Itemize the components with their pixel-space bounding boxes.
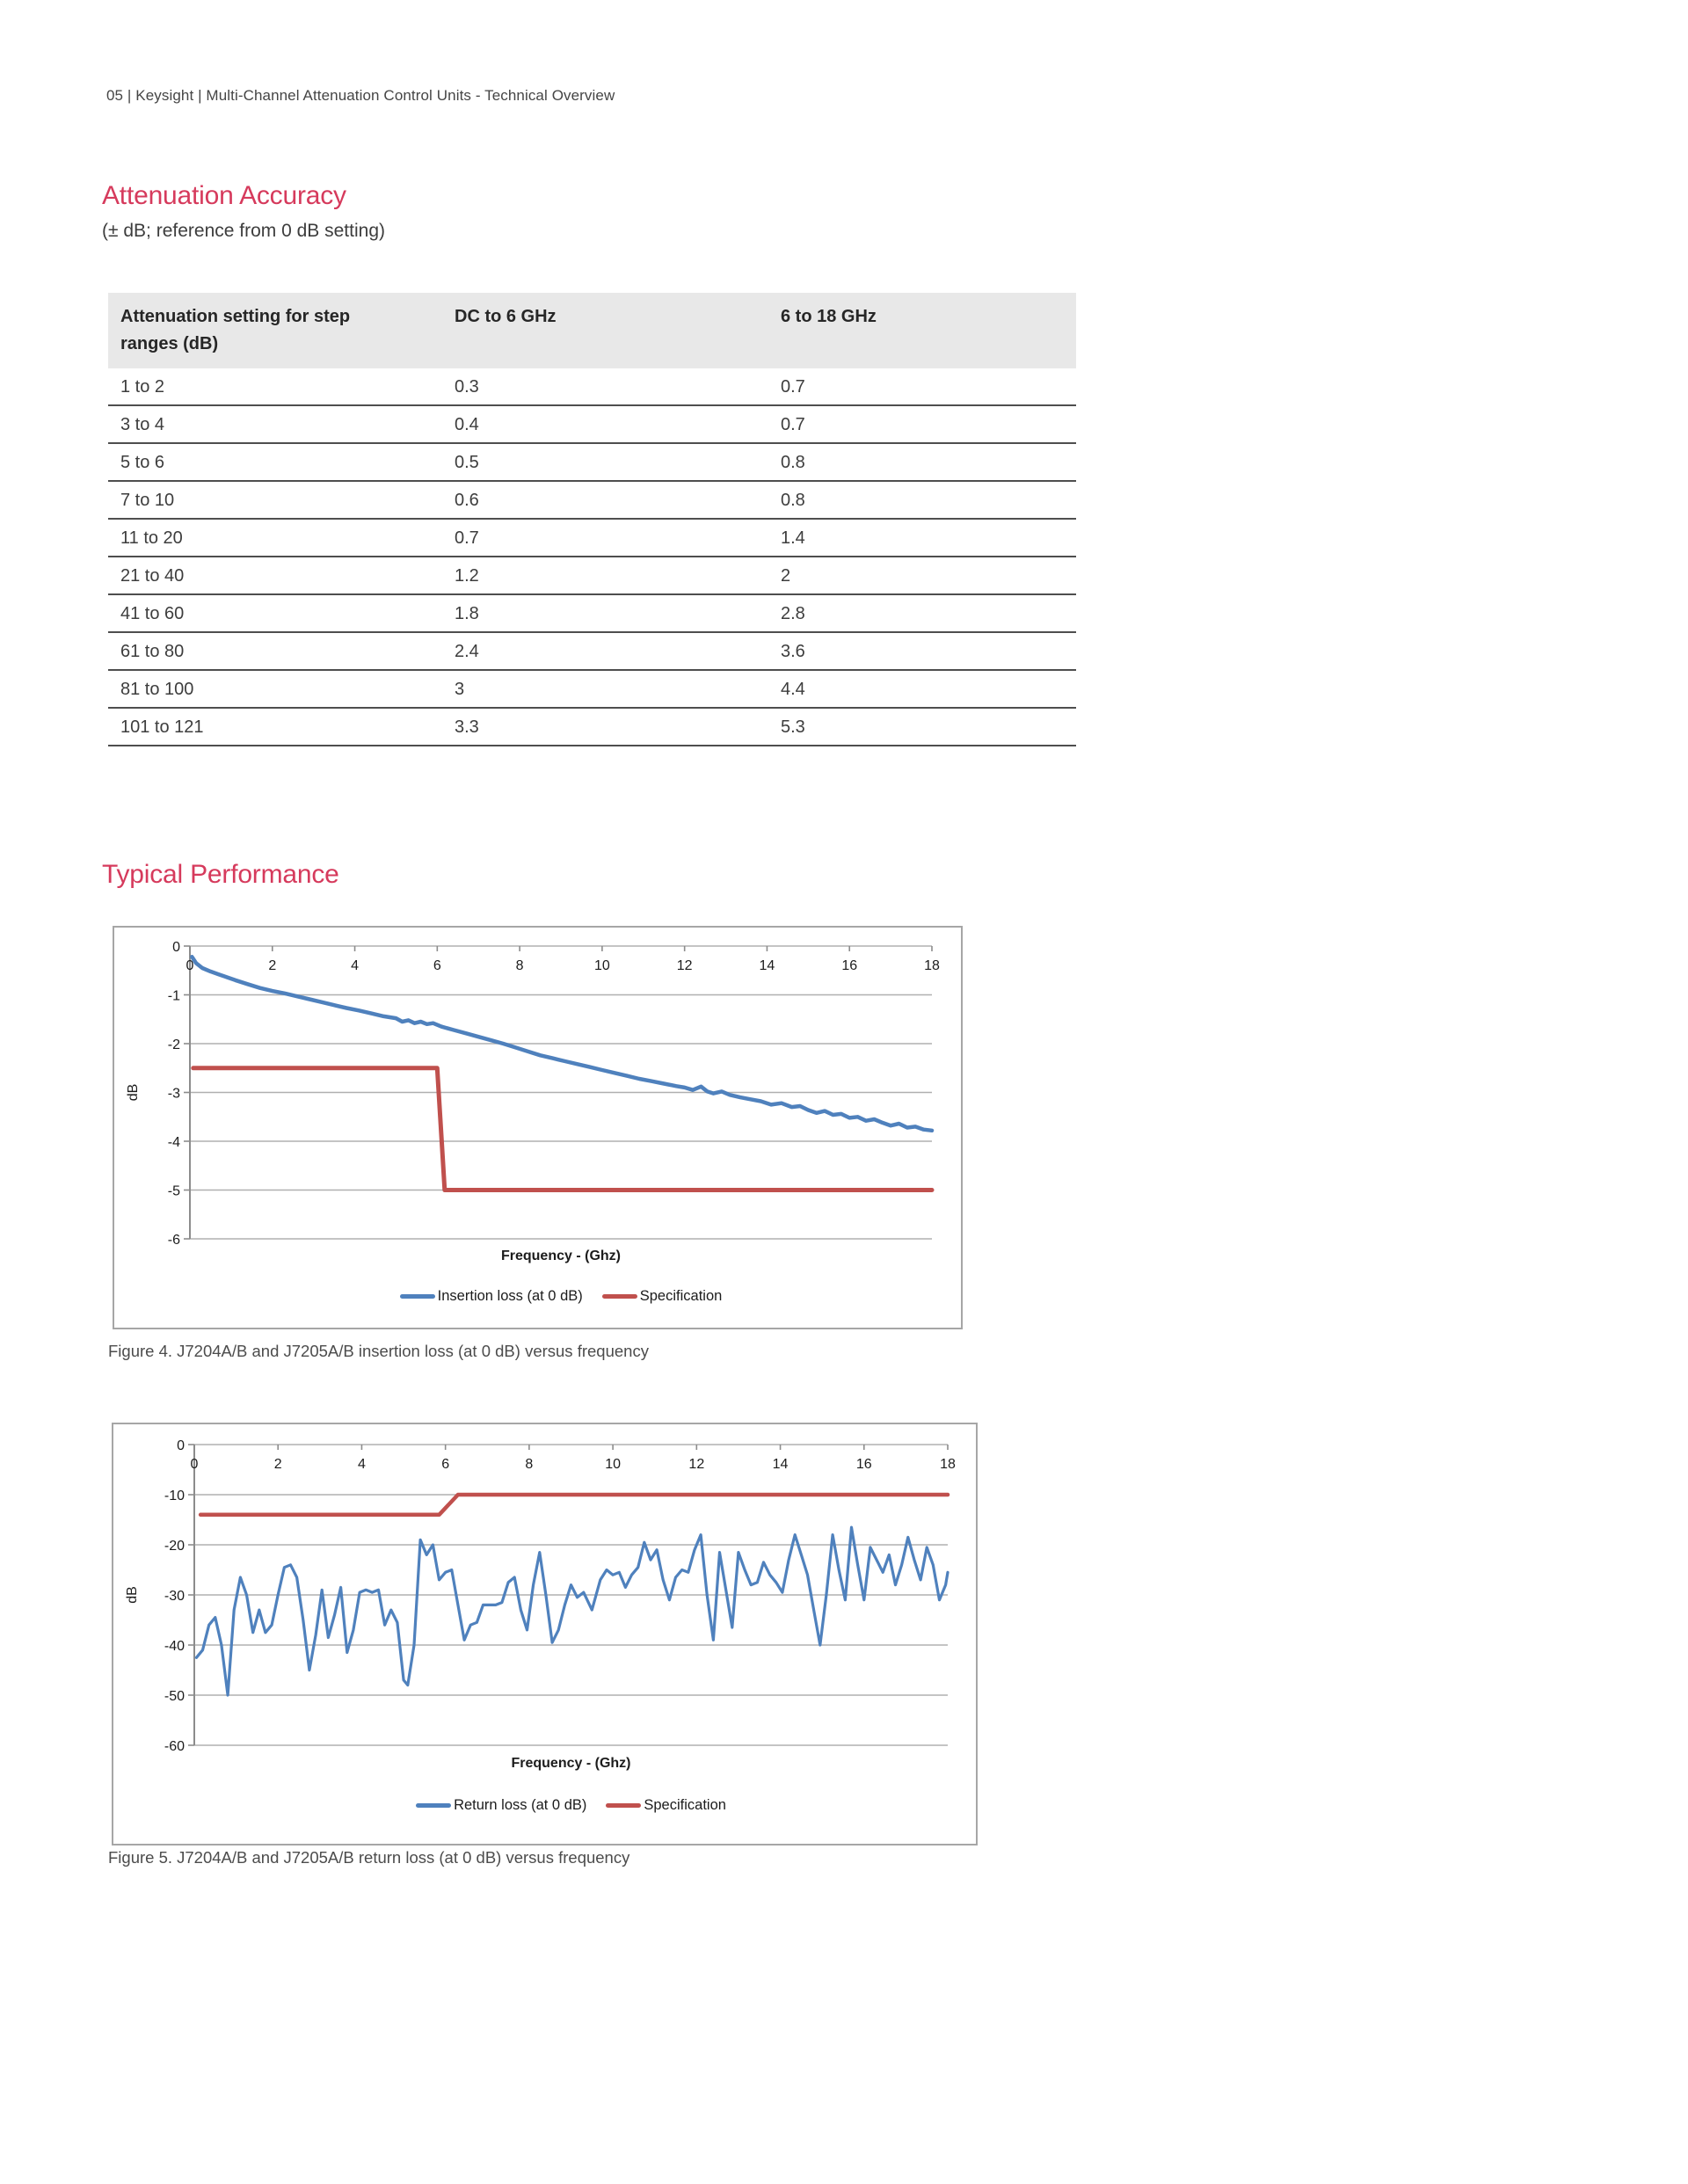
legend-entry: [400, 1288, 583, 1305]
table-row: [108, 368, 1076, 405]
document-header: 05 | Keysight | Multi-Channel Attenuation Control Units - Technical Overview: [106, 87, 615, 104]
table-cell: 1.4: [768, 519, 1076, 557]
figure-5-caption: Figure 5. J7204A/B and J7205A/B return loss (at 0 dB) versus frequency: [108, 1848, 630, 1867]
svg-text:18: 18: [940, 1457, 956, 1472]
svg-text:0: 0: [190, 1457, 199, 1472]
table-cell: 3.6: [768, 632, 1076, 670]
series-1-line: [200, 1495, 948, 1515]
chart-legend: [194, 1797, 948, 1814]
table-cell: 0.3: [442, 368, 768, 405]
table-header: [108, 293, 1076, 368]
table-row: [108, 594, 1076, 632]
table-row: [108, 708, 1076, 746]
svg-text:16: 16: [841, 958, 858, 973]
table-cell: 0.8: [768, 443, 1076, 481]
table-cell: 0.7: [768, 405, 1076, 443]
table-cell: 2.8: [768, 594, 1076, 632]
legend-entry: [602, 1288, 723, 1305]
svg-text:10: 10: [605, 1457, 622, 1472]
svg-text:4: 4: [351, 958, 360, 973]
svg-text:-10: -10: [164, 1489, 185, 1503]
svg-text:6: 6: [441, 1457, 450, 1472]
table-cell: 1.8: [442, 594, 768, 632]
svg-text:-1: -1: [167, 988, 180, 1004]
legend-line-swatch: [416, 1803, 451, 1808]
legend-label: Specification: [644, 1797, 726, 1813]
x-axis-label: Frequency - (Ghz): [511, 1756, 631, 1771]
table-row: [108, 405, 1076, 443]
y-axis-label: dB: [126, 1083, 141, 1102]
column-header-6-to-18ghz: 6 to 18 GHz: [768, 293, 1076, 368]
legend-line-swatch: [606, 1803, 641, 1808]
gridlines: [194, 1445, 948, 1745]
table-row: [108, 670, 1076, 708]
svg-text:4: 4: [357, 1457, 366, 1472]
svg-text:12: 12: [688, 1457, 705, 1472]
svg-text:14: 14: [759, 958, 775, 973]
column-header-dc-to-6ghz: DC to 6 GHz: [442, 293, 768, 368]
table-cell: 0.7: [442, 519, 768, 557]
legend-entry: [416, 1797, 586, 1814]
table-cell: 7 to 10: [108, 481, 442, 519]
table-row: [108, 443, 1076, 481]
table-row: [108, 632, 1076, 670]
svg-text:12: 12: [676, 958, 693, 973]
table-cell: 1 to 2: [108, 368, 442, 405]
svg-text:2: 2: [273, 1457, 282, 1472]
section-title-typical-performance: Typical Performance: [102, 860, 339, 890]
table-cell: 0.7: [768, 368, 1076, 405]
table-cell: 3.3: [442, 708, 768, 746]
svg-text:10: 10: [593, 958, 610, 973]
svg-text:-6: -6: [167, 1233, 180, 1248]
svg-text:-30: -30: [164, 1589, 185, 1604]
table-cell: 1.2: [442, 557, 768, 594]
attenuation-accuracy-table: [108, 293, 1076, 746]
svg-text:0: 0: [177, 1438, 185, 1453]
column-header-step-ranges: Attenuation setting for step ranges (dB): [108, 293, 442, 368]
series-1-line: [193, 1068, 932, 1190]
svg-text:-2: -2: [167, 1037, 180, 1052]
gridlines: [190, 946, 932, 1239]
table-cell: 81 to 100: [108, 670, 442, 708]
svg-text:-20: -20: [164, 1539, 185, 1554]
insertion-loss-chart: [113, 926, 963, 1329]
svg-text:-40: -40: [164, 1639, 185, 1654]
table-cell: 0.8: [768, 481, 1076, 519]
return-loss-chart: [112, 1423, 978, 1845]
svg-text:6: 6: [433, 958, 441, 973]
table-cell: 2: [768, 557, 1076, 594]
table-cell: 3: [442, 670, 768, 708]
svg-text:0: 0: [186, 958, 194, 973]
chart-svg: [113, 1424, 976, 1844]
svg-text:18: 18: [924, 958, 940, 973]
svg-text:-60: -60: [164, 1739, 185, 1754]
legend-label: Insertion loss (at 0 dB): [437, 1288, 583, 1304]
table-cell: 21 to 40: [108, 557, 442, 594]
table-cell: 41 to 60: [108, 594, 442, 632]
table-cell: 2.4: [442, 632, 768, 670]
svg-text:8: 8: [515, 958, 524, 973]
tick-labels: [164, 1438, 956, 1754]
table-cell: 0.6: [442, 481, 768, 519]
svg-text:16: 16: [855, 1457, 872, 1472]
svg-text:-50: -50: [164, 1689, 185, 1704]
accuracy-table-body: [108, 368, 1076, 746]
svg-text:-4: -4: [167, 1135, 180, 1150]
tick-labels: [168, 940, 940, 1248]
table-cell: 61 to 80: [108, 632, 442, 670]
x-axis-label: Frequency - (Ghz): [500, 1249, 622, 1263]
svg-text:8: 8: [525, 1457, 534, 1472]
chart-legend: [190, 1288, 932, 1305]
y-axis-label: dB: [125, 1586, 140, 1604]
svg-text:-5: -5: [167, 1183, 180, 1199]
table-cell: 5.3: [768, 708, 1076, 746]
legend-line-swatch: [602, 1294, 637, 1299]
legend-label: Specification: [639, 1288, 723, 1304]
legend-entry: [606, 1797, 726, 1814]
table-cell: 4.4: [768, 670, 1076, 708]
table-cell: 101 to 121: [108, 708, 442, 746]
series-0-line: [196, 1527, 948, 1695]
chart-svg: [114, 928, 961, 1328]
table-cell: 5 to 6: [108, 443, 442, 481]
table-row: [108, 519, 1076, 557]
section-title-attenuation-accuracy: Attenuation Accuracy: [102, 181, 346, 211]
figure-4-caption: Figure 4. J7204A/B and J7205A/B insertion loss (at 0 dB) versus frequency: [108, 1342, 649, 1360]
table-cell: 3 to 4: [108, 405, 442, 443]
svg-text:-3: -3: [167, 1086, 180, 1102]
table-cell: 11 to 20: [108, 519, 442, 557]
table-row: [108, 481, 1076, 519]
table-cell: 0.5: [442, 443, 768, 481]
accuracy-subtitle: (± dB; reference from 0 dB setting): [102, 221, 385, 241]
table-cell: 0.4: [442, 405, 768, 443]
svg-text:0: 0: [172, 940, 180, 955]
svg-text:14: 14: [772, 1457, 789, 1472]
legend-line-swatch: [400, 1294, 435, 1299]
svg-text:2: 2: [268, 958, 277, 973]
legend-label: Return loss (at 0 dB): [454, 1797, 587, 1813]
table-row: [108, 557, 1076, 594]
